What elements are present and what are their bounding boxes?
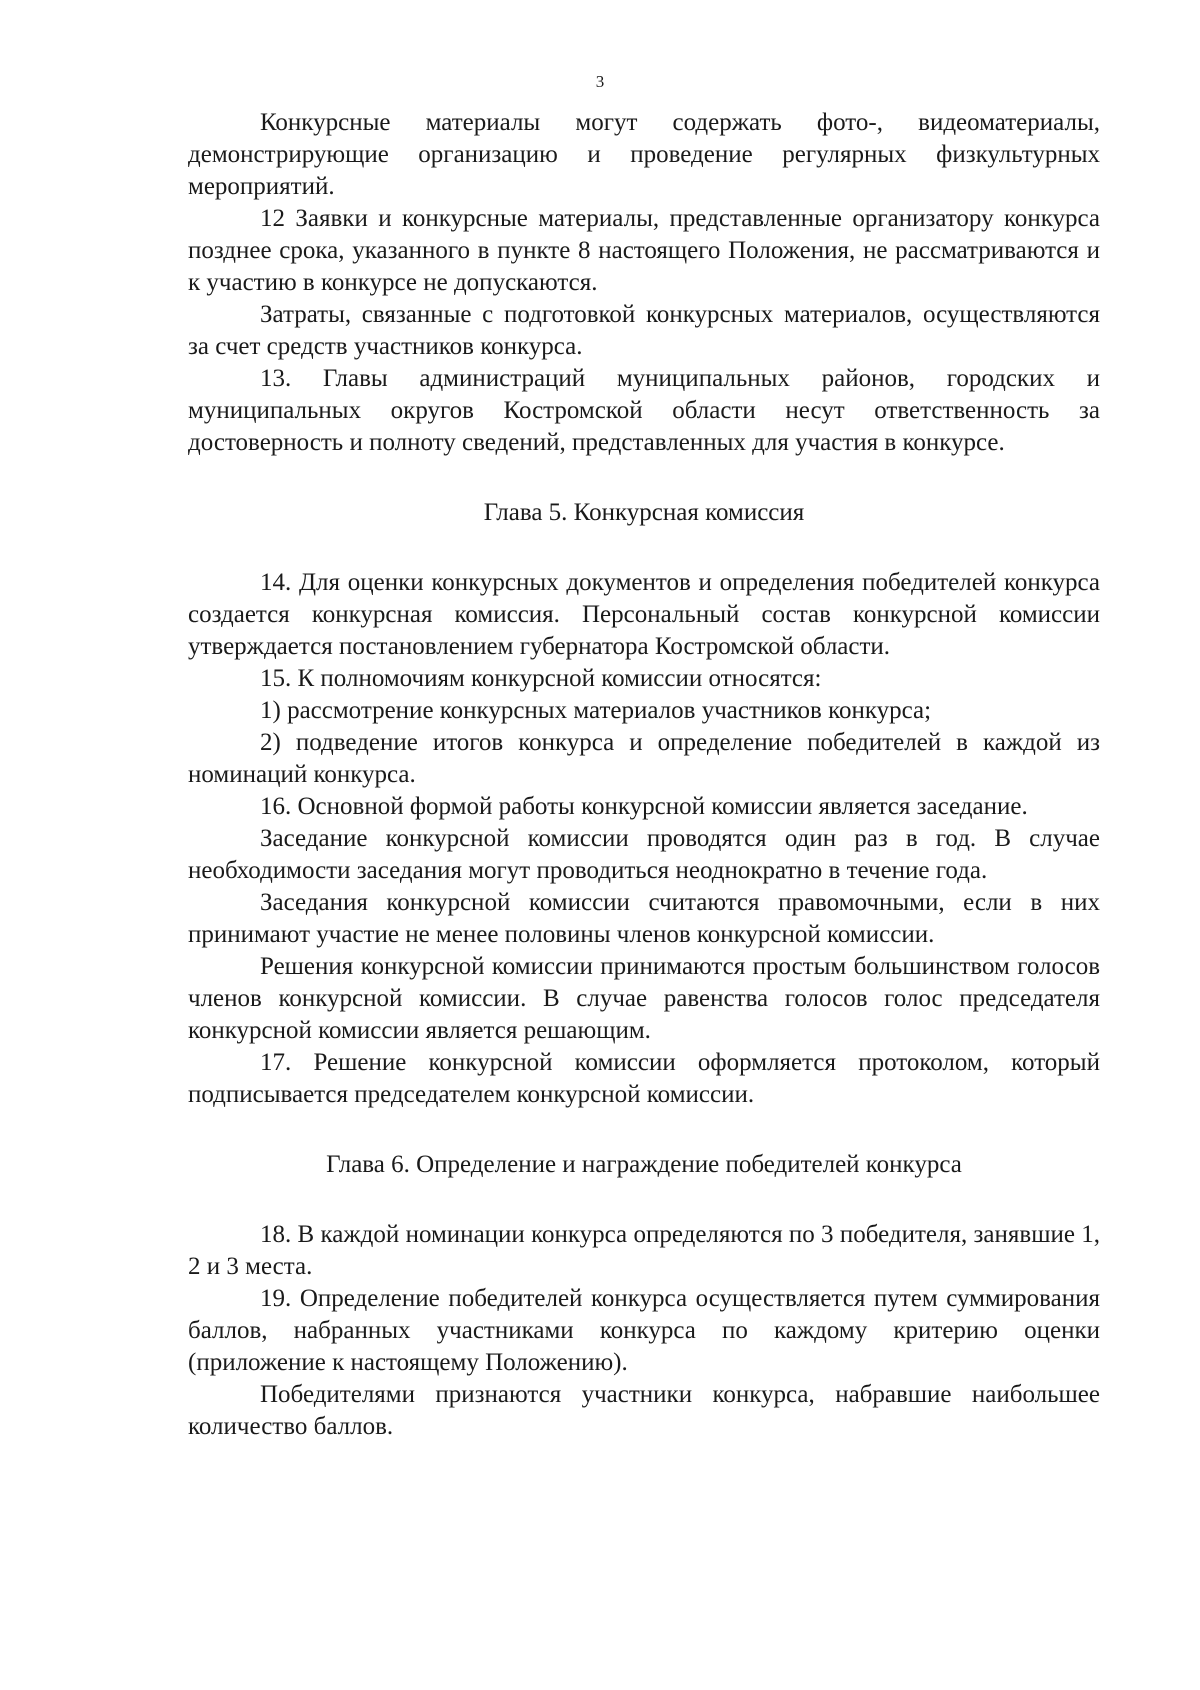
paragraph: 14. Для оценки конкурсных документов и определения победителей конкурса создается конкурсная комиссия. Персональный состав конкурсной комиссии утверждается постановлением губернатора Костромской области. <box>188 569 1100 660</box>
paragraph: Заседания конкурсной комиссии считаются правомочными, если в них принимают участие не менее половины членов конкурсной комиссии. <box>188 889 1100 948</box>
page-number: 3 <box>595 72 605 91</box>
paragraph: Заседание конкурсной комиссии проводятся один раз в год. В случае необходимости заседания могут проводиться неоднократно в течение года. <box>188 825 1100 884</box>
paragraph: 17. Решение конкурсной комиссии оформляется протоколом, который подписывается председателем конкурсной комиссии. <box>188 1049 1100 1108</box>
paragraph: 15. К полномочиям конкурсной комиссии относятся: <box>260 665 822 692</box>
paragraph: Конкурсные материалы могут содержать фото-, видеоматериалы, демонстрирующие организацию и проведение регулярных физкультурных мероприятий. <box>188 109 1100 200</box>
paragraph: 19. Определение победителей конкурса осуществляется путем суммирования баллов, набранных участниками конкурса по каждому критерию оценки (приложение к настоящему Положению). <box>188 1285 1100 1376</box>
paragraph: 18. В каждой номинации конкурса определяются по 3 победителя, занявшие 1, 2 и 3 места. <box>188 1221 1100 1280</box>
paragraph: 16. Основной формой работы конкурсной комиссии является заседание. <box>260 793 1028 820</box>
paragraph: Победителями признаются участники конкурса, набравшие наибольшее количество баллов. <box>188 1381 1100 1440</box>
paragraph: 13. Главы администраций муниципальных районов, городских и муниципальных округов Костромской области несут ответственность за достоверность и полноту сведений, представленных для участия в конкурсе. <box>188 365 1100 456</box>
document-body <box>188 107 1100 1443</box>
chapter-6-heading: Глава 6. Определение и награждение победителей конкурса <box>326 1151 962 1178</box>
paragraph: Затраты, связанные с подготовкой конкурсных материалов, осуществляются за счет средств участников конкурса. <box>188 301 1100 360</box>
paragraph: 12 Заявки и конкурсные материалы, представленные организатору конкурса позднее срока, указанного в пункте 8 настоящего Положения, не рассматриваются и к участию в конкурсе не допускаются. <box>188 205 1100 296</box>
paragraph: 1) рассмотрение конкурсных материалов участников конкурса; <box>260 697 932 724</box>
paragraph: Решения конкурсной комиссии принимаются простым большинством голосов членов конкурсной комиссии. В случае равенства голосов голос председателя конкурсной комиссии является решающим. <box>188 953 1100 1044</box>
chapter-5-heading: Глава 5. Конкурсная комиссия <box>483 499 805 526</box>
paragraph: 2) подведение итогов конкурса и определение победителей в каждой из номинаций конкурса. <box>188 729 1100 788</box>
